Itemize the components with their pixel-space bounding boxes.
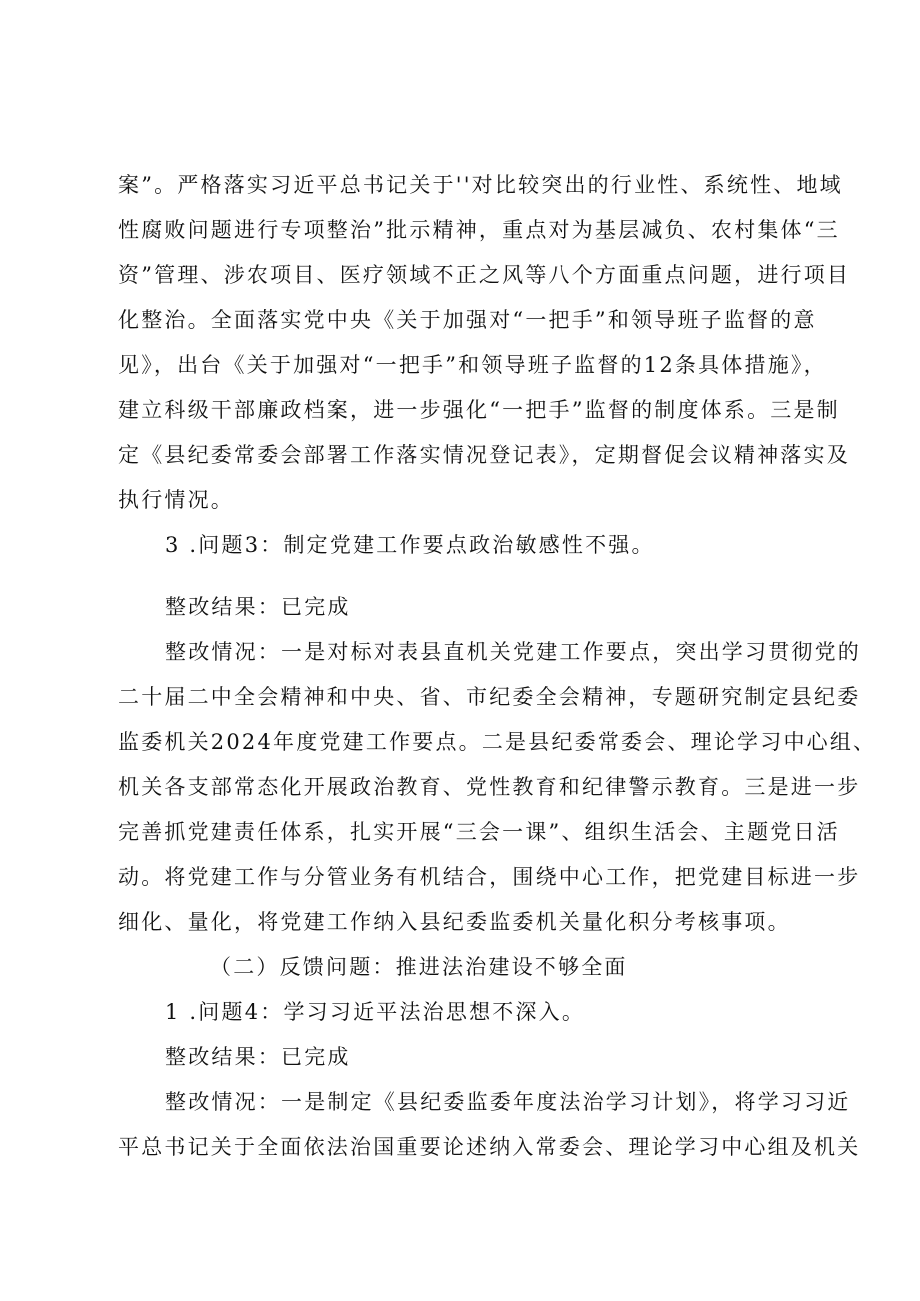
section-heading: （二）反馈问题：推进法治建设不够全面 xyxy=(210,955,628,979)
paragraph-line: 监委机关2024年度党建工作要点。二是县纪委常委会、理论学习中心组、 xyxy=(118,730,877,754)
rectification-result: 整改结果：已完成 xyxy=(165,595,351,619)
paragraph-line: 定《县纪委常委会部署工作落实情况登记表》，定期督促会议精神落实及 xyxy=(118,443,850,467)
paragraph-line: 二十届二中全会精神和中央、省、市纪委全会精神，专题研究制定县纪委 xyxy=(118,685,861,709)
paragraph-line: 细化、量化，将党建工作纳入县纪委监委机关量化积分考核事项。 xyxy=(118,910,791,934)
issue-title: 1 .问题4：学习习近平法治思想不深入。 xyxy=(165,1000,586,1024)
paragraph-line: 机关各支部常态化开展政治教育、党性教育和纪律警示教育。三是进一步 xyxy=(118,775,861,799)
paragraph-line: 资”管理、涉农项目、医疗领域不正之风等八个方面重点问题，进行项目 xyxy=(118,263,851,287)
paragraph-line: 整改情况：一是制定《县纪委监委年度法治学习计划》，将学习习近 xyxy=(165,1090,851,1114)
paragraph-line: 完善抓党建责任体系，扎实开展“三会一课”、组织生活会、主题党日活 xyxy=(118,820,840,844)
paragraph-line: 建立科级干部廉政档案，进一步强化“一把手”监督的制度体系。三是制 xyxy=(118,398,840,422)
paragraph-line: 执行情况。 xyxy=(118,488,234,512)
paragraph-line: 整改情况：一是对标对表县直机关党建工作要点，突出学习贯彻党的 xyxy=(165,640,861,664)
paragraph-line: 案”。严格落实习近平总书记关于''对比较突出的行业性、系统性、地域 xyxy=(118,173,843,197)
paragraph-line: 性腐败问题进行专项整治”批示精神，重点对为基层减负、农村集体“三 xyxy=(118,218,840,242)
paragraph-line: 平总书记关于全面依法治国重要论述纳入常委会、理论学习中心组及机关 xyxy=(118,1135,861,1159)
rectification-result: 整改结果：已完成 xyxy=(165,1045,351,1069)
issue-title: 3 .问题3：制定党建工作要点政治敏感性不强。 xyxy=(165,533,655,557)
paragraph-line: 化整治。全面落实党中央《关于加强对“一把手”和领导班子监督的意 xyxy=(118,308,817,332)
paragraph-line: 见》，出台《关于加强对“一把手”和领导班子监督的12条具体措施》， xyxy=(118,353,827,377)
paragraph-line: 动。将党建工作与分管业务有机结合，围绕中心工作，把党建目标进一步 xyxy=(118,865,861,889)
